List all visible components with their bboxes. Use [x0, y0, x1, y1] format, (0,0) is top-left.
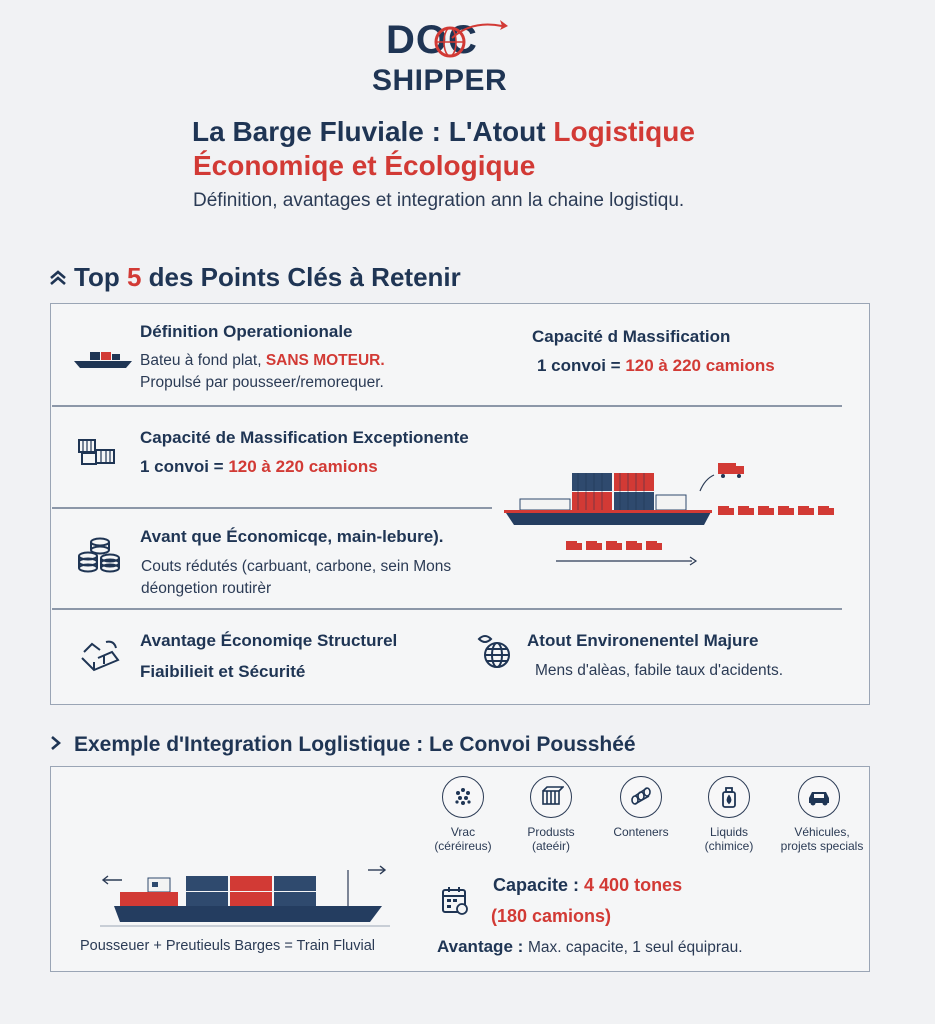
category-bulk-label: Vrac (céréireus): [434, 825, 492, 853]
item6-text: Mens d'alèas, fabile taux d'acidents.: [535, 662, 784, 679]
divider: [52, 507, 492, 509]
category-liquids-label: Liquids (chimice): [704, 825, 754, 853]
calendar-icon: [440, 884, 470, 916]
pusher-convoy-illustration: [100, 860, 390, 930]
section1-heading: Top 5 des Points Clés à Retenir: [48, 262, 461, 293]
item4-title: Avant que Économicqe, main-lebure).: [140, 527, 444, 546]
capacity-trucks: (180 camions): [491, 906, 612, 926]
page-subtitle: Définition, avantages et integration ann la chaine logistiqu.: [193, 190, 685, 211]
category-containers-label: Conteners: [613, 825, 669, 839]
item4-text2: déongetion routirèr: [141, 580, 272, 597]
coins-icon: [76, 536, 124, 574]
item6-title: Atout Environenentel Majure: [527, 631, 759, 650]
item3-value: 1 convoi = 120 à 220 camions: [140, 457, 378, 476]
divider: [52, 405, 842, 407]
category-vehicles: [798, 776, 840, 818]
page-title-line2: Économiqe et Écologique: [193, 150, 536, 181]
capacity-line: Capacite : 4 400 tones: [493, 875, 683, 895]
item3-title: Capacité de Massification Exceptionente: [140, 428, 469, 447]
item2-value: 1 convoi = 120 à 220 camions: [537, 356, 775, 375]
item5-text: Fiaibilieit et Sécurité: [140, 662, 306, 681]
car-icon: [798, 776, 840, 818]
category-steel: [530, 776, 572, 818]
category-vehicles-label: Véhicules, projets specials: [780, 825, 864, 853]
section2-heading: Exemple d'Integration Loglistique : Le Convoi Pousshéé: [48, 733, 636, 757]
category-liquids: [708, 776, 750, 818]
logo-text-top: DOC: [386, 18, 478, 62]
item1-text1: Bateu à fond plat, SANS MOTEUR.: [140, 352, 385, 369]
logo: [370, 14, 570, 100]
item1-text2: Propulsé par pousseer/remorequer.: [140, 374, 384, 391]
item4-text1: Couts rédutés (carbuant, carbone, sein Mons: [141, 558, 452, 575]
item2-title: Capacité d Massification: [532, 327, 731, 346]
globe-icon: [475, 631, 515, 671]
category-bulk: [442, 776, 484, 818]
pipes-icon: [620, 776, 662, 818]
barge-trucks-illustration: [500, 455, 845, 570]
divider: [52, 608, 842, 610]
item1-title: Définition Operationionale: [140, 322, 353, 341]
item5-title: Avantage Économiqe Structurel: [140, 631, 398, 650]
handshake-icon: [78, 638, 122, 676]
grain-icon: [442, 776, 484, 818]
containers-icon: [76, 436, 122, 468]
category-containers: [620, 776, 662, 818]
advantage-line: Avantage : Max. capacite, 1 seul équiprau.: [437, 937, 743, 956]
canister-icon: [708, 776, 750, 818]
chevron-right-icon: [48, 734, 74, 757]
double-chevron-up-icon: [48, 268, 74, 292]
page-title: La Barge Fluviale : L'Atout Logistique: [192, 116, 695, 147]
category-steel-label: Produsts (ateéir): [527, 825, 575, 853]
logo-text-bottom: SHIPPER: [372, 64, 508, 97]
barge-icon: [72, 348, 134, 372]
convoy-caption: Pousseuer + Preutieuls Barges = Train Fluvial: [80, 938, 375, 954]
steel-icon: [530, 776, 572, 818]
globe-plane-icon: [422, 18, 512, 64]
